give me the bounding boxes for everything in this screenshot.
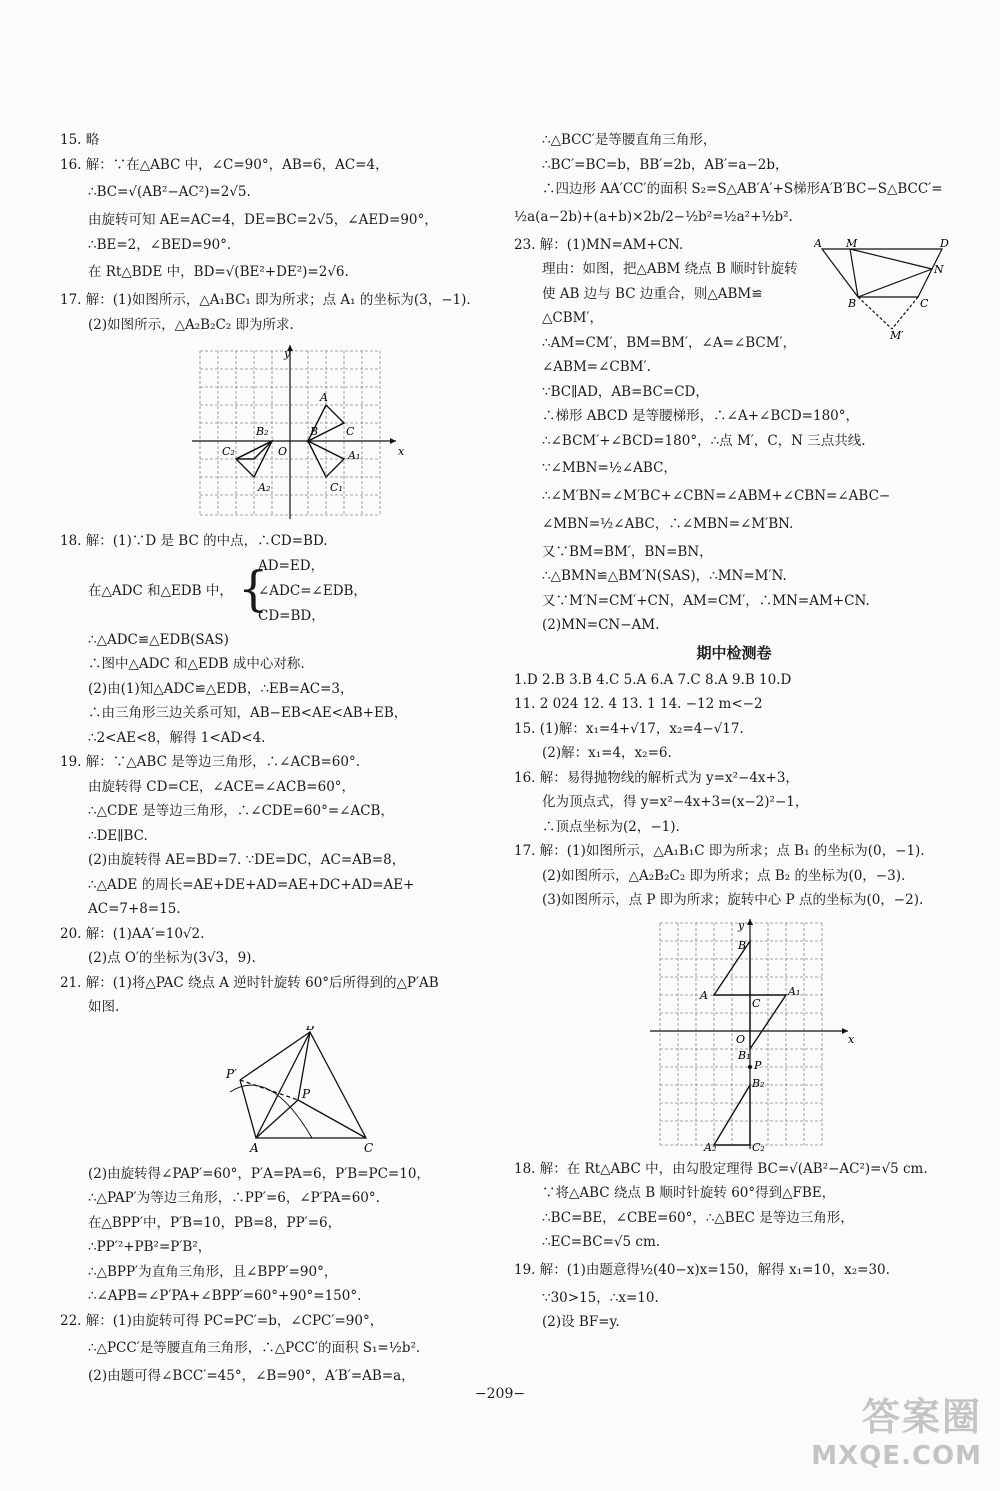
answer-line: ∴△BMN≌△BM′N(SAS)，∴MN=M′N. bbox=[542, 568, 787, 584]
svg-text:A₁: A₁ bbox=[788, 984, 801, 998]
answer-line: (2)如图所示，△A₂B₂C₂ 即为所求. bbox=[88, 316, 294, 333]
svg-text:B: B bbox=[738, 938, 747, 952]
answer-line: 22. 解：(1)由旋转可得 PC=PC′=b，∠CPC′=90°， bbox=[60, 1312, 384, 1329]
answer-line: ∴△ADE 的周长=AE+DE+AD=AE+DC+AD=AE+ bbox=[88, 876, 415, 893]
triangle-rotation-figure bbox=[60, 1026, 500, 1156]
figure-q21 bbox=[60, 1026, 500, 1156]
answer-line: ∵BC∥AD，AB=BC=CD， bbox=[542, 383, 709, 400]
svg-text:C: C bbox=[346, 425, 355, 438]
svg-text:A₂: A₂ bbox=[258, 481, 271, 494]
answer-line: ∵30>15，∴x=10. bbox=[542, 1289, 659, 1306]
answer-line: (2)点 O′的坐标为(3√3，9). bbox=[88, 950, 256, 966]
answer-line: 19. 解：∵△ABC 是等边三角形，∴∠ACB=60°. bbox=[60, 754, 361, 770]
svg-text:O: O bbox=[278, 445, 288, 458]
answer-line: ∴△BPP′为直角三角形，且∠BPP′=90°， bbox=[88, 1263, 338, 1280]
answer-line: 17. 解：(1)如图所示，△A₁BC₁ 即为所求；点 A₁ 的坐标为(3，−1). bbox=[60, 292, 471, 308]
answer-line: 化为顶点式，得 y=x²−4x+3=(x−2)²−1， bbox=[542, 794, 809, 810]
svg-text:y: y bbox=[738, 918, 745, 932]
answer-line: ∴∠BCM′+∠BCD=180°，∴点 M′，C，N 三点共线. bbox=[542, 432, 866, 449]
svg-text:P: P bbox=[754, 1058, 762, 1072]
answer-line: 在△BPP′中，P′B=10，PB=8，PP′=6， bbox=[88, 1214, 342, 1231]
answer-line: (3)如图所示，点 P 即为所求；旋转中心 P 点的坐标为(0，−2). bbox=[542, 892, 924, 908]
midterm-grid-figure bbox=[514, 919, 954, 1151]
answer-line: ∴△BCC′是等腰直角三角形， bbox=[542, 132, 717, 148]
answer-line: ½a(a−2b)+(a+b)×2b/2−½b²=½a²+½b². bbox=[514, 208, 793, 225]
right-column bbox=[514, 128, 954, 1335]
answer-line: ∴△PAP′为等边三角形，∴PP′=6，∠P′PA=60°. bbox=[88, 1190, 380, 1206]
svg-text:C: C bbox=[752, 996, 761, 1010]
answer-line: ∴BC=√(AB²−AC²)=2√5. bbox=[88, 184, 251, 200]
svg-text:B₁: B₁ bbox=[738, 1048, 751, 1062]
svg-text:D: D bbox=[940, 239, 949, 250]
svg-text:A: A bbox=[700, 988, 708, 1002]
svg-text:C: C bbox=[364, 1140, 374, 1155]
watermark-url: MXQE.COM bbox=[811, 1441, 982, 1471]
answer-line: 由旋转可知 AE=AC=4，DE=BC=2√5，∠AED=90°， bbox=[88, 212, 438, 228]
answer-line: 16. 解：易得抛物线的解析式为 y=x²−4x+3， bbox=[514, 769, 799, 786]
answer-line: 如图. bbox=[88, 999, 120, 1015]
answer-line: ∴BC=BE，∠CBE=60°，∴△BEC 是等边三角形， bbox=[542, 1209, 854, 1226]
answer-line: 18. 解：在 Rt△ABC 中，由勾股定理得 BC=√(AB²−AC²)=√5 cm. bbox=[514, 1160, 928, 1177]
answer-line: 21. 解：(1)将△PAC 绕点 A 逆时针旋转 60°后所得到的△P′AB bbox=[60, 974, 439, 991]
answer-line: (2)设 BF=y. bbox=[542, 1314, 620, 1330]
answer-line: 23. 解：(1)MN=AM+CN. bbox=[514, 236, 684, 253]
answer-line: ∴△ADC≌△EDB(SAS) bbox=[88, 631, 229, 648]
answer-line: 在 Rt△BDE 中，BD=√(BE²+DE²)=2√6. bbox=[88, 264, 349, 280]
svg-text:x: x bbox=[398, 445, 405, 458]
answer-line: 理由：如图，把△ABM 绕点 B 顺时针旋转 bbox=[542, 261, 798, 277]
trapezoid-figure bbox=[814, 239, 954, 339]
answer-line: (2)由(1)知△ADC≌△EDB，∴EB=AC=3， bbox=[88, 680, 354, 697]
answer-line: AC=7+8=15. bbox=[88, 901, 181, 917]
answer-line: ∴四边形 AA′CC′的面积 S₂=S△AB′A′+S梯形A′B′BC−S△BCC′= bbox=[542, 181, 943, 197]
svg-text:B₂: B₂ bbox=[752, 1076, 765, 1090]
figure-q17 bbox=[60, 343, 500, 523]
figure-midterm-q17 bbox=[514, 919, 954, 1151]
answer-line: (2)MN=CN−AM. bbox=[542, 617, 660, 633]
svg-text:M: M bbox=[846, 239, 858, 250]
svg-text:x: x bbox=[848, 1032, 855, 1046]
answer-line: ∴PP′²+PB²=P′B²， bbox=[88, 1239, 212, 1255]
svg-text:P: P bbox=[302, 1086, 311, 1101]
answer-line: ∵∠MBN=½∠ABC， bbox=[542, 460, 677, 476]
answer-line: ∴2<AE<8，解得 1<AD<4. bbox=[88, 729, 266, 746]
answer-line: 由旋转得 CD=CE，∠ACE=∠ACB=60°， bbox=[88, 778, 356, 795]
answer-line: (2)由旋转得 AE=BD=7. ∵DE=DC，AC=AB=8， bbox=[88, 852, 406, 868]
answer-line: ∴DE∥BC. bbox=[88, 827, 148, 844]
svg-text:A₂: A₂ bbox=[704, 1140, 717, 1151]
svg-text:N: N bbox=[934, 263, 944, 276]
answer-line: ∴图中△ADC 和△EDB 成中心对称. bbox=[88, 656, 305, 672]
section-title: 期中检测卷 bbox=[696, 643, 772, 662]
svg-text:C: C bbox=[920, 297, 929, 310]
answer-line: 20. 解：(1)AA′=10√2. bbox=[60, 925, 205, 942]
answer-line: ∴BE=2，∠BED=90°. bbox=[88, 236, 232, 253]
watermark bbox=[811, 1386, 982, 1471]
answer-line: ∴顶点坐标为(2，−1). bbox=[542, 818, 680, 835]
answer-line: ∴△CDE 是等边三角形，∴∠CDE=60°=∠ACB， bbox=[88, 803, 394, 819]
answer-line: 在△ADC 和△EDB 中， { AD=ED， ∠ADC=∠EDB， CD=BD， bbox=[60, 554, 500, 628]
answer-line: 1.D 2.B 3.B 4.C 5.A 6.A 7.C 8.A 9.B 10.D bbox=[514, 671, 792, 688]
answer-line: ∴∠APB=∠P′PA+∠BPP′=60°+90°=150°. bbox=[88, 1288, 362, 1304]
answer-line: (2)由题可得∠BCC′=45°，∠B=90°，A′B′=AB=a， bbox=[88, 1368, 415, 1384]
brace: { bbox=[238, 560, 269, 617]
watermark-logo-text: 答案圈 bbox=[861, 1395, 982, 1439]
svg-text:B₂: B₂ bbox=[256, 425, 269, 438]
svg-text:C₁: C₁ bbox=[330, 481, 343, 494]
answer-line: 16. 解：∵在△ABC 中，∠C=90°，AB=6，AC=4， bbox=[60, 156, 389, 173]
page-number: −209− bbox=[474, 1386, 526, 1402]
svg-text:B: B bbox=[306, 1025, 315, 1033]
svg-text:A: A bbox=[320, 391, 328, 404]
answer-line: ∠MBN=½∠ABC，∴∠MBN=∠M′BN. bbox=[542, 515, 794, 532]
answer-line: 17. 解：(1)如图所示，△A₁B₁C 即为所求；点 B₁ 的坐标为(0，−1). bbox=[514, 843, 925, 859]
svg-text:P′: P′ bbox=[226, 1066, 237, 1081]
coordinate-grid-figure bbox=[60, 343, 500, 523]
answer-line: ∴梯形 ABCD 是等腰梯形，∴∠A+∠BCD=180°， bbox=[542, 408, 859, 424]
svg-text:O: O bbox=[736, 1032, 746, 1046]
label-y: y bbox=[284, 347, 291, 360]
answer-line: ∴由三角形三边关系可知，AB−EB<AE<AB+EB， bbox=[88, 705, 408, 721]
answer-line: (2)如图所示，△A₂B₂C₂ 即为所求；点 B₂ 的坐标为(0，−3). bbox=[542, 867, 906, 884]
answer-line: ∴AM=CM′，BM=BM′，∠A=∠BCM′， bbox=[542, 334, 797, 351]
answer-line: 使 AB 边与 BC 边重合，则△ABM≌ bbox=[542, 285, 763, 302]
svg-text:M′: M′ bbox=[890, 329, 904, 339]
answer-line: (2)解：x₁=4，x₂=6. bbox=[542, 745, 672, 761]
answer-line: 又∵M′N=CM′+CN，AM=CM′，∴MN=AM+CN. bbox=[542, 592, 870, 609]
answer-line: ∵将△ABC 绕点 B 顺时针旋转 60°得到△FBE， bbox=[542, 1185, 836, 1201]
answer-line: ∴EC=BC=√5 cm. bbox=[542, 1234, 661, 1250]
svg-text:B: B bbox=[310, 425, 319, 438]
answer-line: 又∵BM=BM′，BN=BN， bbox=[542, 543, 713, 560]
answer-line: ∠ABM=∠CBM′. bbox=[542, 359, 651, 375]
svg-text:C₂: C₂ bbox=[222, 445, 235, 458]
answer-line: 18. 解：(1)∵D 是 BC 的中点，∴CD=BD. bbox=[60, 533, 328, 549]
answer-line: (2)由旋转得∠PAP′=60°，P′A=PA=6，P′B=PC=10， bbox=[88, 1165, 430, 1182]
answer-line: 15. 略 bbox=[60, 132, 100, 148]
answer-line: 15. (1)解：x₁=4+√17，x₂=4−√17. bbox=[514, 720, 744, 737]
svg-text:A: A bbox=[250, 1140, 259, 1155]
svg-text:C₂: C₂ bbox=[752, 1140, 765, 1151]
answer-line: 19. 解：(1)由题意得½(40−x)x=150，解得 x₁=10，x₂=30. bbox=[514, 1261, 890, 1278]
svg-text:A₁: A₁ bbox=[348, 449, 361, 462]
answer-line: ∴∠M′BN=∠M′BC+∠CBN=∠ABM+∠CBN=∠ABC− bbox=[542, 488, 891, 504]
answer-line: 11. 2 024 12. 4 13. 1 14. −12 m<−2 bbox=[514, 696, 763, 712]
svg-text:A: A bbox=[814, 239, 822, 250]
answer-line: ∴△PCC′是等腰直角三角形，∴△PCC′的面积 S₁=½b². bbox=[88, 1340, 421, 1356]
answer-line: △CBM′， bbox=[542, 310, 604, 326]
svg-text:B: B bbox=[848, 297, 857, 310]
left-column bbox=[60, 128, 500, 1389]
answer-line: ∴BC′=BC=b，BB′=2b，AB′=a−2b， bbox=[542, 156, 789, 173]
